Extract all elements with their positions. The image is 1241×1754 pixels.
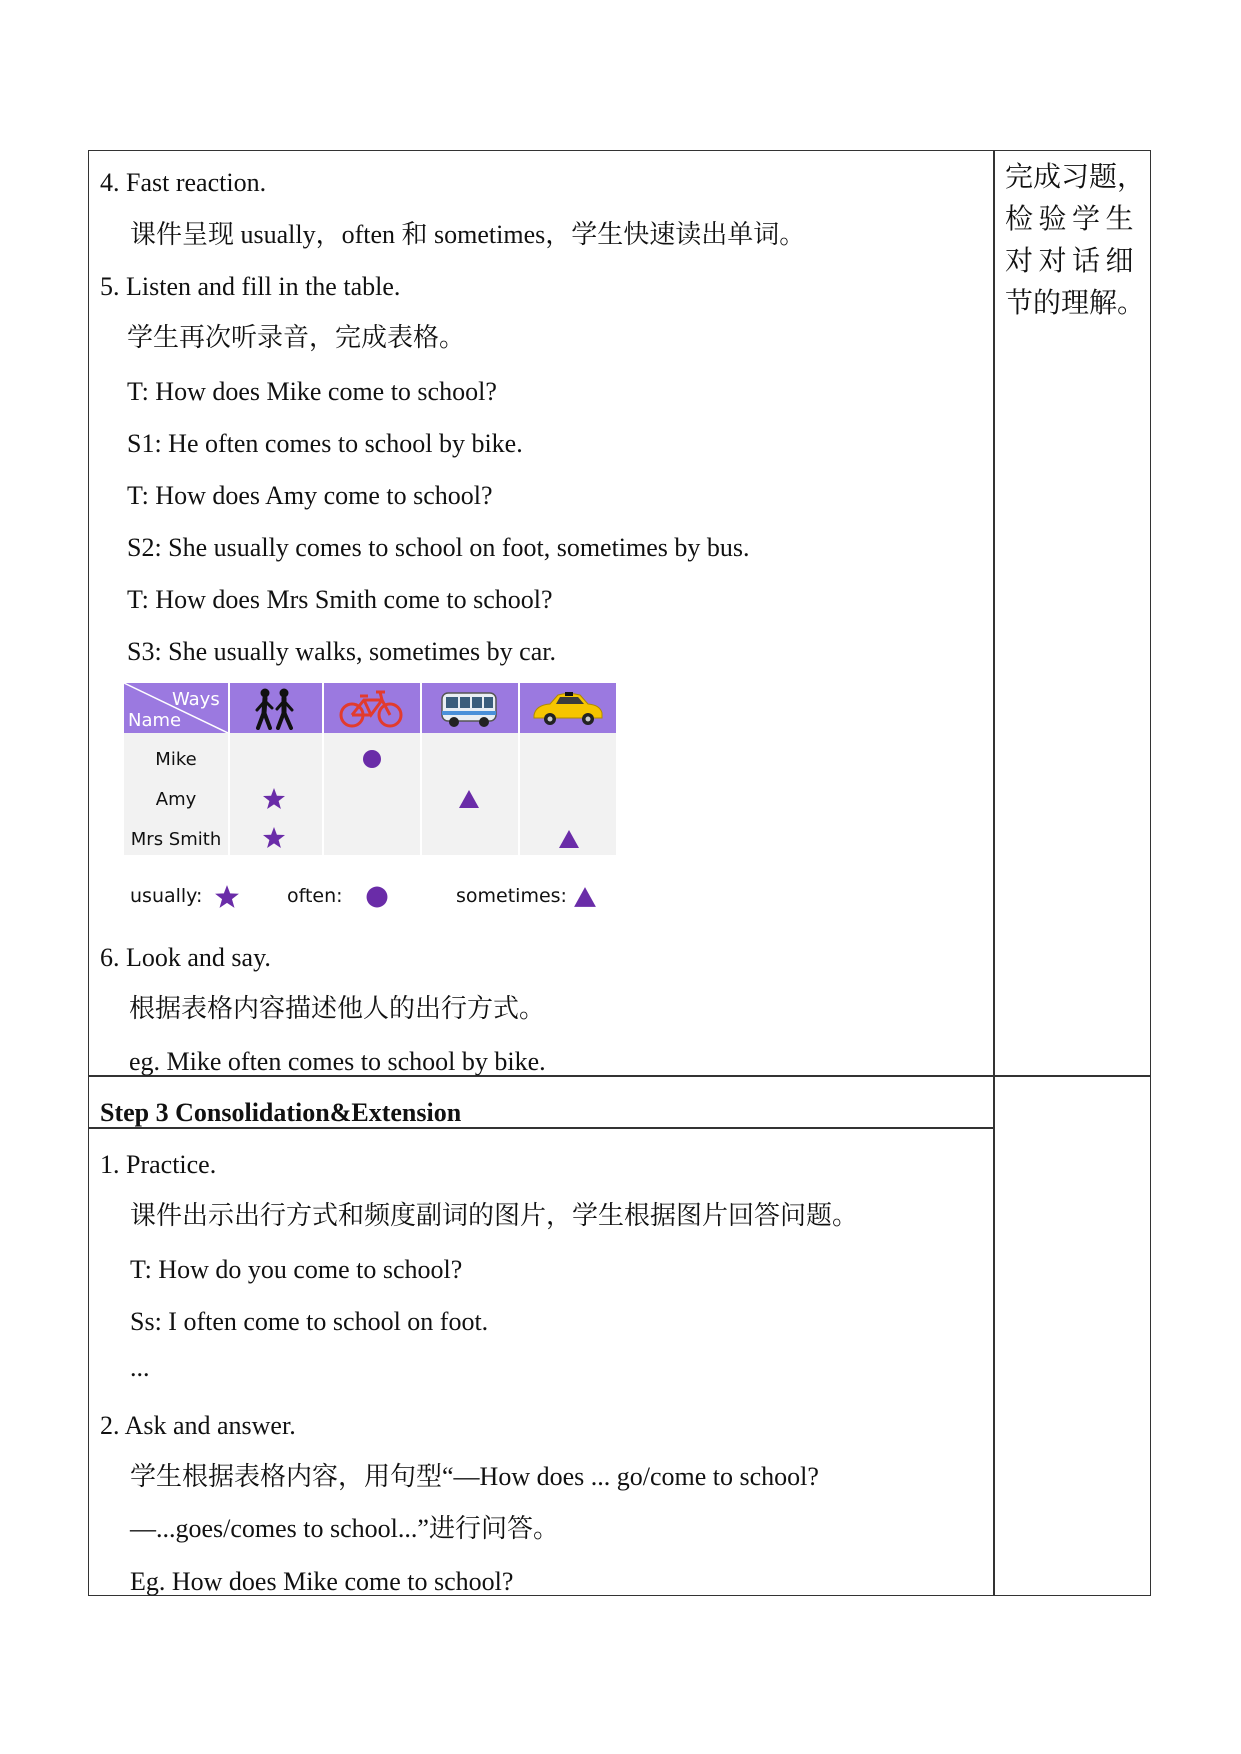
side-note-line: 完成习题， xyxy=(1005,162,1146,193)
sometimes-triangle-mark xyxy=(558,829,580,849)
legend-triangle-icon xyxy=(573,886,597,908)
item6-title: 6. Look and say. xyxy=(100,943,271,972)
item4-title: 4. Fast reaction. xyxy=(100,168,267,197)
sometimes-triangle-mark xyxy=(458,789,480,809)
usually-star-mark xyxy=(262,787,286,811)
dialog-line: Ss: I often come to school on foot. xyxy=(130,1307,489,1336)
side-note-line: 检验学生 xyxy=(1005,204,1140,235)
row-name: Mike xyxy=(155,749,197,770)
dialog-line: T: How do you come to school? xyxy=(130,1255,463,1284)
header-ways-label: Ways xyxy=(172,689,220,710)
legend-sometimes-label: sometimes: xyxy=(456,885,567,907)
legend-often-label: often: xyxy=(287,885,343,907)
ellipsis-line: ... xyxy=(130,1353,150,1382)
column-separator xyxy=(420,683,422,855)
column-separator xyxy=(228,683,230,855)
legend-circle-icon xyxy=(366,886,388,908)
s3-item2-example: Eg. How does Mike come to school? xyxy=(130,1567,514,1596)
bike-icon xyxy=(338,687,404,731)
dialog-line: T: How does Mrs Smith come to school? xyxy=(127,585,553,614)
s3-item2-desc-cont: —...goes/comes to school...”进行问答。 xyxy=(130,1514,559,1543)
often-circle-mark xyxy=(362,749,382,769)
step3-title: Step 3 Consolidation&Extension xyxy=(100,1098,462,1127)
s3-item2-desc: 学生根据表格内容，用句型“—How does ... go/come to school? xyxy=(130,1462,819,1491)
item6-example: eg. Mike often comes to school by bike. xyxy=(129,1047,546,1076)
item5-desc: 学生再次听录音，完成表格。 xyxy=(127,323,466,352)
column-divider xyxy=(993,150,995,1596)
header-name-label: Name xyxy=(128,710,182,731)
dialog-line: T: How does Mike come to school? xyxy=(127,377,497,406)
lesson-table xyxy=(88,150,1151,1596)
legend-star-icon xyxy=(214,884,240,910)
car-icon xyxy=(530,691,606,727)
row-name: Amy xyxy=(155,789,197,810)
side-note-line: 节的理解。 xyxy=(1005,288,1146,319)
side-note xyxy=(1005,157,1146,325)
item4-desc: 课件呈现 usually，often 和 sometimes，学生快速读出单词。 xyxy=(130,220,806,249)
side-note-line: 对对话细 xyxy=(1005,246,1140,277)
column-separator xyxy=(322,683,324,855)
usually-star-mark xyxy=(262,826,286,850)
row-name: Mrs Smith xyxy=(130,829,222,850)
dialog-line: S1: He often comes to school by bike. xyxy=(127,429,523,458)
s3-item2-title: 2. Ask and answer. xyxy=(100,1411,296,1440)
legend-usually-label: usually: xyxy=(130,885,203,907)
column-separator xyxy=(518,683,520,855)
item5-title: 5. Listen and fill in the table. xyxy=(100,272,401,301)
dialog-line: S3: She usually walks, sometimes by car. xyxy=(127,637,556,666)
ways-table xyxy=(124,683,616,855)
walk-icon xyxy=(250,688,300,730)
bus-icon xyxy=(440,689,500,729)
dialog-line: S2: She usually comes to school on foot, sometimes by bus. xyxy=(127,533,750,562)
s3-item1-desc: 课件出示出行方式和频度副词的图片，学生根据图片回答问题。 xyxy=(130,1201,859,1230)
dialog-line: T: How does Amy come to school? xyxy=(127,481,493,510)
item6-desc: 根据表格内容描述他人的出行方式。 xyxy=(129,994,546,1023)
s3-item1-title: 1. Practice. xyxy=(100,1150,217,1179)
